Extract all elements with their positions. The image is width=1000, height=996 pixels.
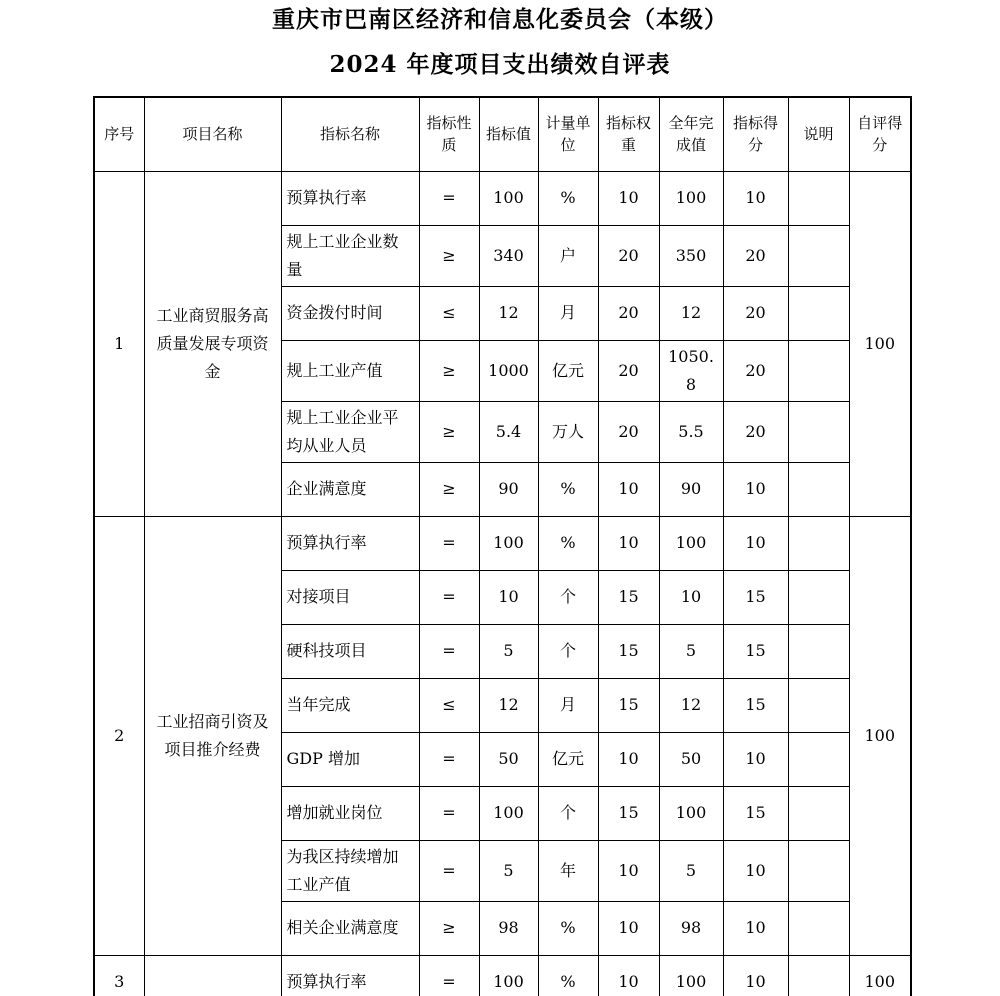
cell-indicator: GDP 增加 bbox=[281, 732, 419, 786]
cell-unit: % bbox=[538, 901, 598, 955]
cell-unit: 万人 bbox=[538, 401, 598, 462]
cell-score: 10 bbox=[723, 955, 788, 996]
cell-unit: % bbox=[538, 516, 598, 570]
cell-target: 50 bbox=[479, 732, 538, 786]
cell-indicator: 预算执行率 bbox=[281, 955, 419, 996]
col-header-indicator: 指标名称 bbox=[281, 97, 419, 171]
cell-weight: 15 bbox=[598, 678, 659, 732]
cell-seq: 1 bbox=[94, 171, 144, 516]
performance-self-eval-table bbox=[93, 96, 912, 996]
cell-indicator: 增加就业岗位 bbox=[281, 786, 419, 840]
cell-target: 10 bbox=[479, 570, 538, 624]
cell-indicator: 硬科技项目 bbox=[281, 624, 419, 678]
cell-score: 10 bbox=[723, 462, 788, 516]
cell-nature: ≥ bbox=[419, 901, 479, 955]
cell-weight: 15 bbox=[598, 786, 659, 840]
cell-nature: = bbox=[419, 732, 479, 786]
cell-self-score: 100 bbox=[849, 171, 911, 516]
col-header-nature: 指标性质 bbox=[419, 97, 479, 171]
cell-project-name bbox=[144, 955, 281, 996]
col-header-self-score: 自评得分 bbox=[849, 97, 911, 171]
cell-note bbox=[788, 225, 849, 286]
cell-indicator: 相关企业满意度 bbox=[281, 901, 419, 955]
cell-completion: 100 bbox=[659, 786, 723, 840]
cell-weight: 10 bbox=[598, 840, 659, 901]
cell-seq: 2 bbox=[94, 516, 144, 955]
cell-target: 100 bbox=[479, 786, 538, 840]
col-header-seq: 序号 bbox=[94, 97, 144, 171]
cell-score: 20 bbox=[723, 340, 788, 401]
cell-completion: 5 bbox=[659, 840, 723, 901]
cell-weight: 10 bbox=[598, 901, 659, 955]
cell-note bbox=[788, 955, 849, 996]
cell-score: 20 bbox=[723, 225, 788, 286]
cell-note bbox=[788, 840, 849, 901]
cell-nature: = bbox=[419, 786, 479, 840]
cell-completion: 10 bbox=[659, 570, 723, 624]
cell-target: 1000 bbox=[479, 340, 538, 401]
cell-nature: ≤ bbox=[419, 286, 479, 340]
cell-score: 20 bbox=[723, 286, 788, 340]
cell-weight: 10 bbox=[598, 955, 659, 996]
title-line-2: 2024 年度项目支出绩效自评表 bbox=[329, 51, 671, 78]
cell-weight: 20 bbox=[598, 340, 659, 401]
cell-unit: 月 bbox=[538, 678, 598, 732]
cell-target: 12 bbox=[479, 678, 538, 732]
cell-nature: = bbox=[419, 955, 479, 996]
col-header-note: 说明 bbox=[788, 97, 849, 171]
cell-unit: 月 bbox=[538, 286, 598, 340]
cell-nature: = bbox=[419, 516, 479, 570]
cell-note bbox=[788, 786, 849, 840]
cell-note bbox=[788, 171, 849, 225]
cell-score: 10 bbox=[723, 171, 788, 225]
cell-note bbox=[788, 678, 849, 732]
cell-unit: 个 bbox=[538, 624, 598, 678]
cell-weight: 10 bbox=[598, 171, 659, 225]
cell-completion: 1050.8 bbox=[659, 340, 723, 401]
cell-target: 5.4 bbox=[479, 401, 538, 462]
col-header-completion: 全年完成值 bbox=[659, 97, 723, 171]
cell-completion: 98 bbox=[659, 901, 723, 955]
cell-weight: 20 bbox=[598, 401, 659, 462]
cell-note bbox=[788, 516, 849, 570]
cell-nature: ≥ bbox=[419, 225, 479, 286]
cell-project-name: 工业商贸服务高质量发展专项资金 bbox=[144, 171, 281, 516]
cell-target: 5 bbox=[479, 624, 538, 678]
cell-nature: ≤ bbox=[419, 678, 479, 732]
cell-score: 10 bbox=[723, 516, 788, 570]
cell-weight: 20 bbox=[598, 286, 659, 340]
cell-unit: 户 bbox=[538, 225, 598, 286]
cell-note bbox=[788, 286, 849, 340]
cell-completion: 100 bbox=[659, 171, 723, 225]
cell-indicator: 企业满意度 bbox=[281, 462, 419, 516]
cell-nature: ≥ bbox=[419, 462, 479, 516]
cell-weight: 15 bbox=[598, 570, 659, 624]
cell-indicator: 为我区持续增加工业产值 bbox=[281, 840, 419, 901]
cell-indicator: 对接项目 bbox=[281, 570, 419, 624]
cell-weight: 10 bbox=[598, 732, 659, 786]
table-row bbox=[94, 955, 911, 996]
cell-score: 15 bbox=[723, 624, 788, 678]
cell-weight: 15 bbox=[598, 624, 659, 678]
cell-unit: 个 bbox=[538, 570, 598, 624]
cell-score: 20 bbox=[723, 401, 788, 462]
cell-note bbox=[788, 624, 849, 678]
cell-score: 15 bbox=[723, 570, 788, 624]
cell-indicator: 规上工业企业平均从业人员 bbox=[281, 401, 419, 462]
cell-indicator: 预算执行率 bbox=[281, 516, 419, 570]
cell-score: 15 bbox=[723, 786, 788, 840]
cell-project-name: 工业招商引资及项目推介经费 bbox=[144, 516, 281, 955]
cell-completion: 90 bbox=[659, 462, 723, 516]
cell-seq: 3 bbox=[94, 955, 144, 996]
col-header-weight: 指标权重 bbox=[598, 97, 659, 171]
col-header-project: 项目名称 bbox=[144, 97, 281, 171]
cell-score: 15 bbox=[723, 678, 788, 732]
cell-completion: 100 bbox=[659, 955, 723, 996]
cell-unit: 年 bbox=[538, 840, 598, 901]
cell-completion: 12 bbox=[659, 678, 723, 732]
cell-target: 340 bbox=[479, 225, 538, 286]
cell-indicator: 预算执行率 bbox=[281, 171, 419, 225]
col-header-score: 指标得分 bbox=[723, 97, 788, 171]
cell-target: 98 bbox=[479, 901, 538, 955]
cell-completion: 5.5 bbox=[659, 401, 723, 462]
table-row bbox=[94, 171, 911, 225]
cell-target: 100 bbox=[479, 516, 538, 570]
cell-completion: 50 bbox=[659, 732, 723, 786]
cell-score: 10 bbox=[723, 901, 788, 955]
cell-unit: 亿元 bbox=[538, 732, 598, 786]
cell-completion: 350 bbox=[659, 225, 723, 286]
cell-note bbox=[788, 340, 849, 401]
cell-target: 90 bbox=[479, 462, 538, 516]
cell-note bbox=[788, 901, 849, 955]
cell-note bbox=[788, 462, 849, 516]
cell-weight: 20 bbox=[598, 225, 659, 286]
title-line-1: 重庆市巴南区经济和信息化委员会（本级） bbox=[272, 6, 728, 33]
cell-nature: = bbox=[419, 570, 479, 624]
cell-completion: 100 bbox=[659, 516, 723, 570]
cell-target: 100 bbox=[479, 955, 538, 996]
cell-self-score: 100 bbox=[849, 516, 911, 955]
col-header-target: 指标值 bbox=[479, 97, 538, 171]
col-header-unit: 计量单位 bbox=[538, 97, 598, 171]
header-row bbox=[94, 97, 911, 171]
cell-unit: % bbox=[538, 462, 598, 516]
cell-note bbox=[788, 401, 849, 462]
cell-self-score: 100 bbox=[849, 955, 911, 996]
cell-nature: = bbox=[419, 840, 479, 901]
cell-weight: 10 bbox=[598, 516, 659, 570]
cell-indicator: 规上工业产值 bbox=[281, 340, 419, 401]
cell-note bbox=[788, 570, 849, 624]
cell-target: 100 bbox=[479, 171, 538, 225]
cell-unit: % bbox=[538, 171, 598, 225]
cell-indicator: 规上工业企业数量 bbox=[281, 225, 419, 286]
cell-nature: = bbox=[419, 624, 479, 678]
cell-score: 10 bbox=[723, 732, 788, 786]
cell-target: 12 bbox=[479, 286, 538, 340]
cell-score: 10 bbox=[723, 840, 788, 901]
cell-unit: 亿元 bbox=[538, 340, 598, 401]
cell-weight: 10 bbox=[598, 462, 659, 516]
cell-target: 5 bbox=[479, 840, 538, 901]
cell-note bbox=[788, 732, 849, 786]
cell-completion: 5 bbox=[659, 624, 723, 678]
table-row bbox=[94, 516, 911, 570]
cell-indicator: 当年完成 bbox=[281, 678, 419, 732]
cell-indicator: 资金拨付时间 bbox=[281, 286, 419, 340]
cell-completion: 12 bbox=[659, 286, 723, 340]
cell-unit: % bbox=[538, 955, 598, 996]
cell-nature: = bbox=[419, 171, 479, 225]
cell-unit: 个 bbox=[538, 786, 598, 840]
document-title bbox=[0, 8, 1000, 76]
cell-nature: ≥ bbox=[419, 340, 479, 401]
cell-nature: ≥ bbox=[419, 401, 479, 462]
